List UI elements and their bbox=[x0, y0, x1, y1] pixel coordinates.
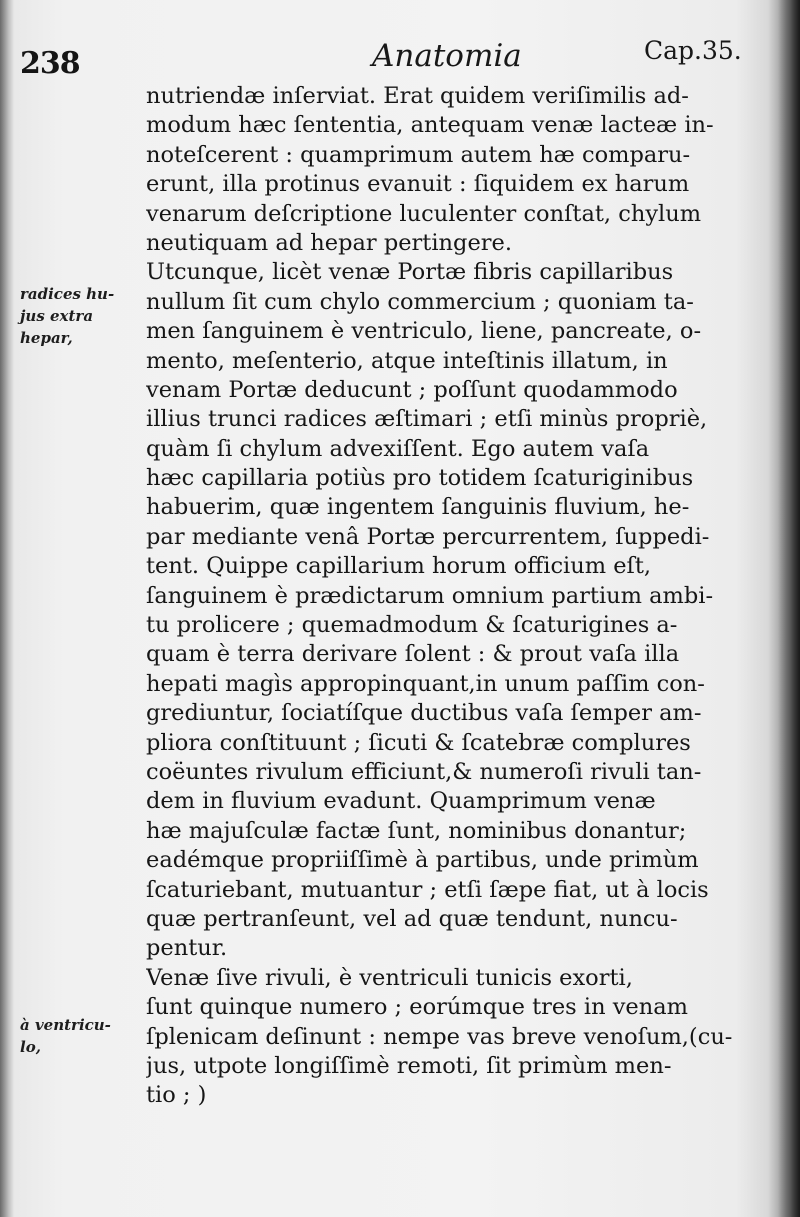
text-line: mento, meſenterio, atque inteſtinis illatum, in bbox=[146, 347, 668, 374]
text-line: nutriendæ inſerviat. Erat quidem veriſimilis ad- bbox=[146, 83, 689, 109]
text-line: ſunt quinque numero ; eorúmque tres in venam bbox=[146, 994, 688, 1021]
margin-note-line: hepar, bbox=[20, 329, 73, 347]
text-line: Utcunque, licèt venæ Portæ fibris capillaribus bbox=[146, 259, 674, 286]
text-line: modum hæc ſententia, antequam venæ lacteæ in- bbox=[146, 112, 714, 139]
margin-note-line: lo, bbox=[20, 1038, 41, 1056]
body-text bbox=[146, 82, 751, 1111]
text-line: tio ; ) bbox=[146, 1082, 207, 1109]
text-line: hæ majuſculæ factæ ſunt, nominibus donantur; bbox=[146, 817, 687, 844]
text-line: grediuntur, ſociatíſque ductibus vaſa ſemper am- bbox=[146, 700, 702, 727]
text-line: venam Portæ deducunt ; poſſunt quodammodo bbox=[146, 376, 678, 403]
text-line: par mediante venâ Portæ percurrentem, ſuppedi- bbox=[146, 523, 710, 550]
text-line: ſanguinem è prædictarum omnium partium ambi- bbox=[146, 582, 714, 609]
text-line: quæ pertranſeunt, vel ad quæ tendunt, nuncu- bbox=[146, 905, 678, 932]
text-line: eadémque propriiſſimè à partibus, unde primùm bbox=[146, 847, 699, 874]
text-line: pliora conſtituunt ; ſicuti & ſcatebræ complures bbox=[146, 729, 691, 756]
text-line: neutiquam ad hepar pertingere. bbox=[146, 229, 512, 256]
margin-note-line: jus extra bbox=[20, 307, 94, 325]
text-line: nullum ſit cum chylo commercium ; quoniam ta- bbox=[146, 288, 694, 315]
text-line: dem in fluvium evadunt. Quamprimum venæ bbox=[146, 788, 656, 815]
page-left-edge bbox=[0, 0, 14, 1217]
margin-note-radices bbox=[20, 283, 138, 349]
text-line: habuerim, quæ ingentem ſanguinis fluvium, he- bbox=[146, 494, 690, 521]
text-line: erunt, illa protinus evanuit : ſiquidem ex harum bbox=[146, 171, 690, 198]
text-line: men ſanguinem è ventriculo, liene, pancreate, o- bbox=[146, 318, 702, 345]
text-line: coëuntes rivulum efficiunt,& numeroſi rivuli tan- bbox=[146, 758, 702, 785]
text-line: tent. Quippe capillarium horum officium eſt, bbox=[146, 553, 652, 580]
text-line: venarum deſcriptione luculenter conſtat, chylum bbox=[146, 200, 702, 227]
text-line: Venæ ſive rivuli, è ventriculi tunicis exorti, bbox=[146, 964, 633, 991]
page-gutter-shadow bbox=[778, 0, 800, 1217]
text-line: jus, utpote longiſſimè remoti, ſit primùm men- bbox=[146, 1052, 672, 1079]
text-line: quàm ſi chylum advexiſſent. Ego autem vaſa bbox=[146, 435, 650, 462]
running-title: Anatomia bbox=[372, 38, 522, 74]
text-line: hæc capillaria potiùs pro totidem ſcaturiginibus bbox=[146, 465, 694, 492]
margin-note-line: radices hu- bbox=[20, 285, 115, 303]
margin-note-ventriculo bbox=[20, 1014, 138, 1058]
text-line: illius trunci radices æſtimari ; etſi minùs propriè, bbox=[146, 406, 708, 433]
margin-note-line: à ventricu- bbox=[20, 1016, 111, 1034]
text-line: hepati magìs appropinquant,in unum paſſim con- bbox=[146, 670, 705, 697]
text-line: pentur. bbox=[146, 935, 228, 962]
text-line: ſplenicam deſinunt : nempe vas breve venoſum,(cu- bbox=[146, 1023, 733, 1050]
text-line: ſcaturiebant, mutuantur ; etſi ſæpe fiat, ut à locis bbox=[146, 876, 709, 903]
text-line: tu prolicere ; quemadmodum & ſcaturigines a- bbox=[146, 612, 678, 639]
text-line: quam è terra derivare ſolent : & prout vaſa illa bbox=[146, 641, 680, 668]
chapter-label: Cap.35. bbox=[644, 36, 742, 65]
page-number: 238 bbox=[20, 46, 80, 81]
text-line: noteſcerent : quamprimum autem hæ comparu- bbox=[146, 141, 691, 168]
